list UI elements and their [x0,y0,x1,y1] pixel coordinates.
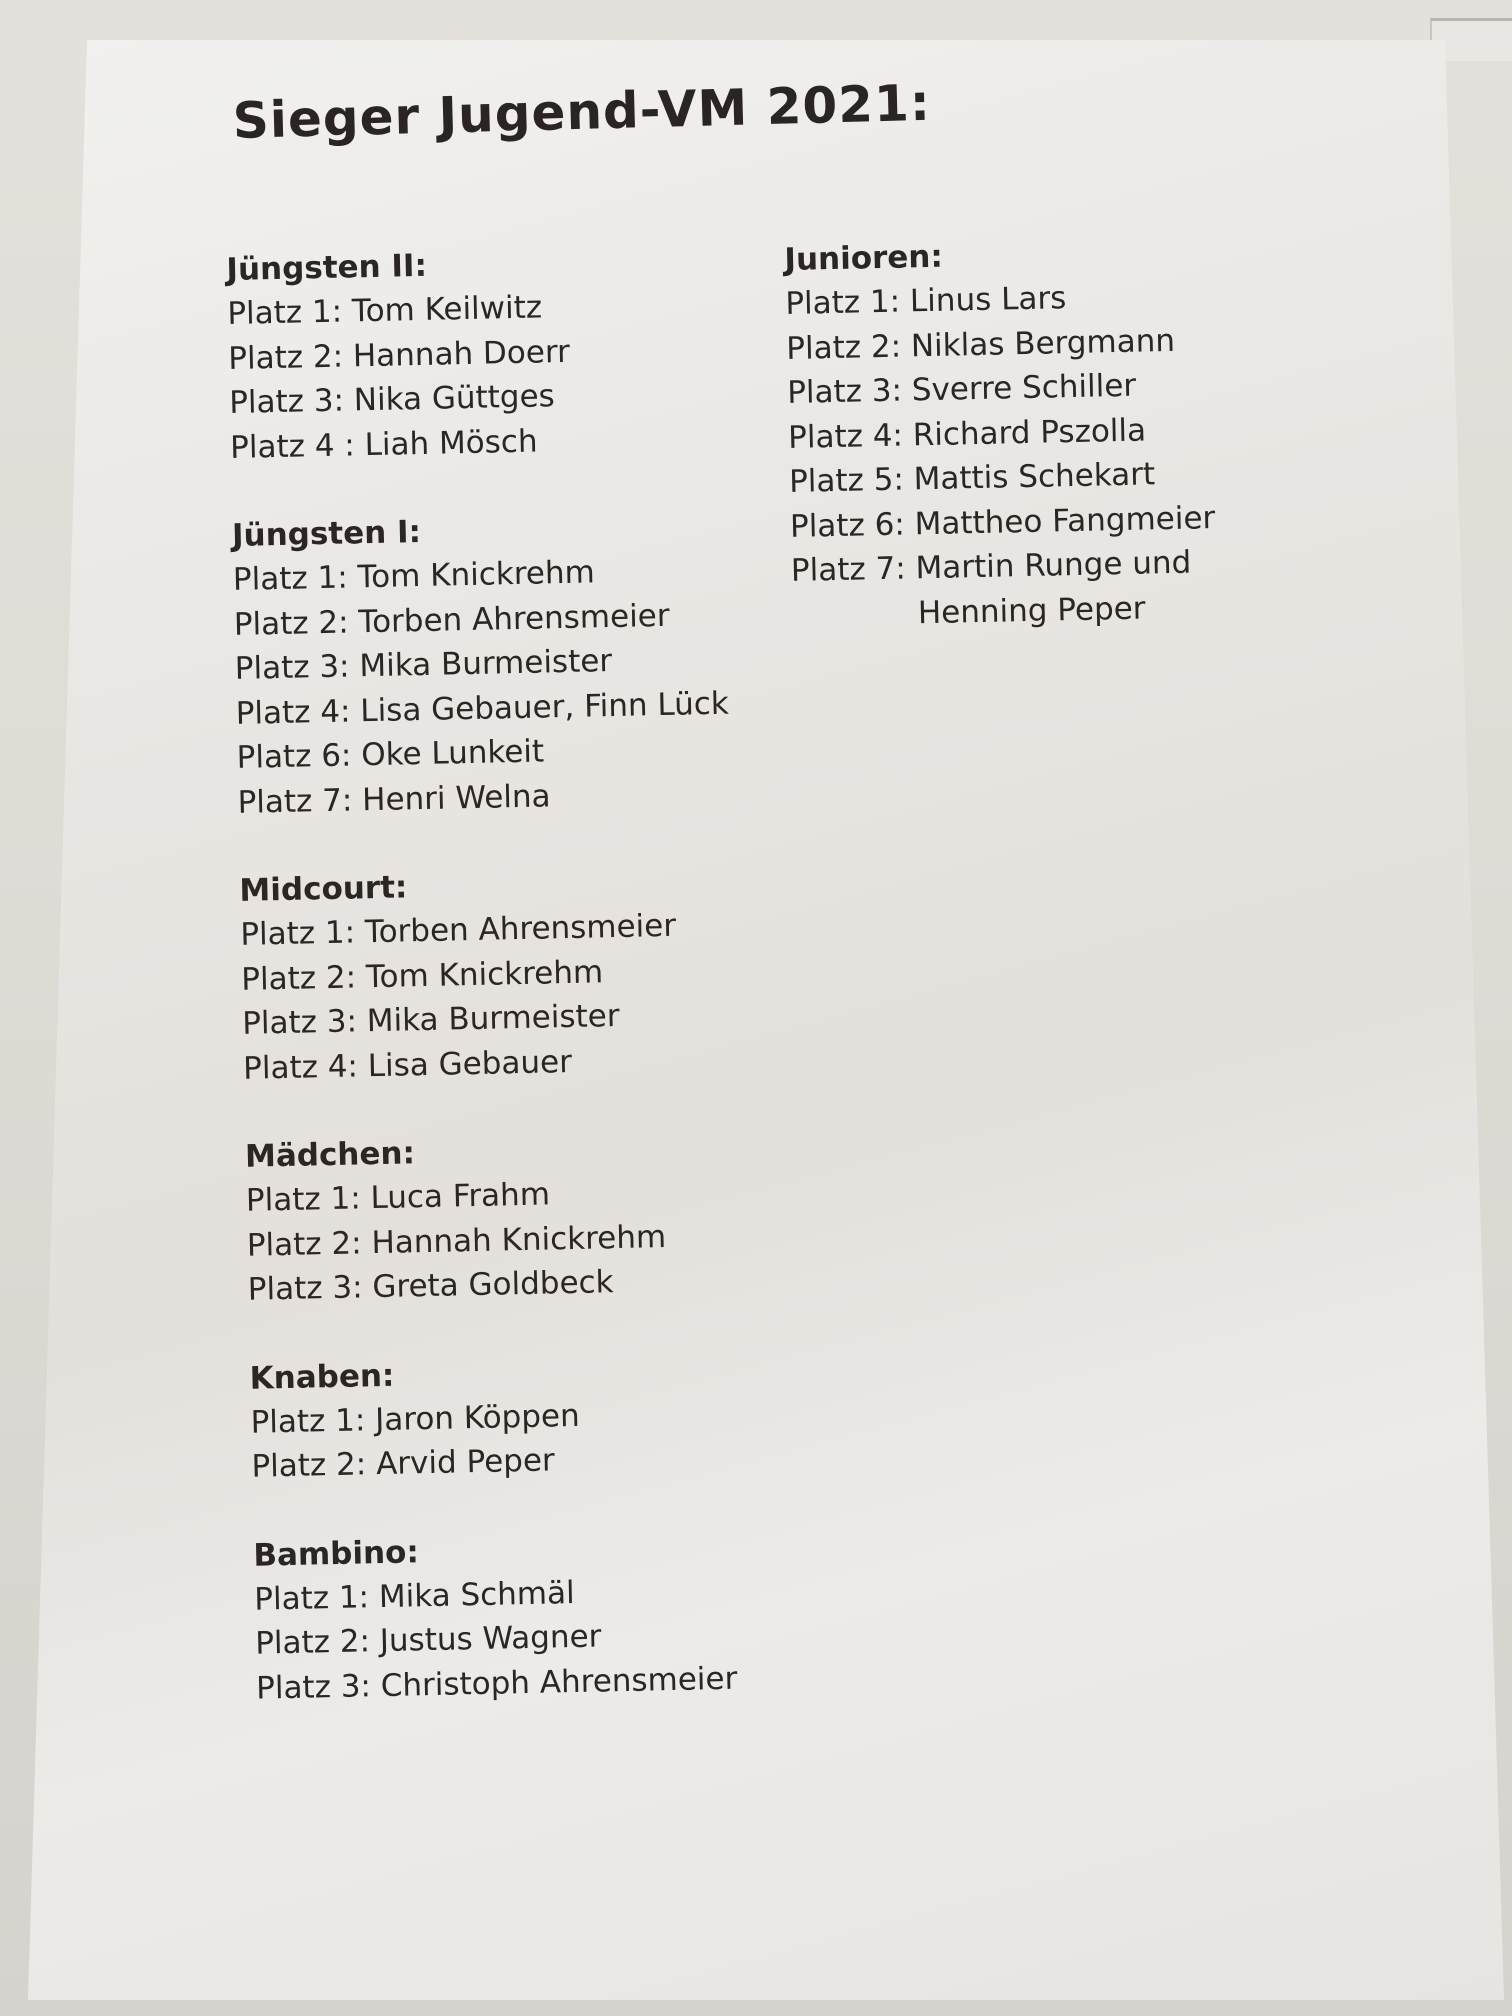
section-maedchen [245,1123,809,1312]
placement-entry: Platz 7: Martin Runge und [790,544,1192,589]
placement-entry: Platz 2: Tom Knickrehm [240,953,604,998]
section-heading: Jüngsten I: [231,513,422,554]
placement-entry: Platz 2: Niklas Bergmann [785,322,1176,367]
page-title: Sieger Jugend-VM 2021: [232,73,932,150]
placement-entry: Platz 1: Mika Schmäl [253,1574,576,1618]
results-right-column [784,226,1353,682]
placement-entry: Platz 2: Torben Ahrensmeier [233,597,670,643]
placement-entry: Platz 2: Justus Wagner [254,1618,602,1662]
section-heading: Knaben: [249,1357,395,1397]
placement-entry: Platz 1: Linus Lars [785,280,1067,322]
section-bambino [253,1521,817,1710]
placement-entry: Platz 3: Nika Güttges [228,378,556,421]
section-heading: Mädchen: [244,1135,416,1175]
section-heading: Midcourt: [239,869,408,909]
placement-entry: Platz 3: Greta Goldbeck [247,1264,614,1308]
placement-entry: Platz 4: Richard Pszolla [787,411,1147,456]
placement-entry: Platz 2: Hannah Knickrehm [246,1218,667,1264]
section-juengsten-ii [226,236,791,470]
placement-entry: Platz 1: Tom Keilwitz [227,289,543,332]
placement-entry: Platz 3: Mika Burmeister [234,643,613,687]
placement-entry: Platz 3: Mika Burmeister [241,997,620,1042]
placement-entry: Platz 4: Lisa Gebauer [242,1043,573,1087]
placement-entry: Platz 2: Arvid Peper [251,1442,556,1485]
section-heading: Bambino: [253,1533,420,1574]
placement-entry: Platz 4: Lisa Gebauer, Finn Lück [235,685,730,732]
placement-entry: Platz 4 : Liah Mösch [229,423,538,466]
placement-entry: Platz 5: Mattis Schekart [788,456,1156,500]
section-junioren [784,226,1352,638]
placement-entry: Platz 6: Mattheo Fangmeier [789,499,1216,545]
results-left-column [226,236,817,1754]
placement-entry: Platz 1: Luca Frahm [245,1176,551,1219]
placement-entry: Platz 3: Sverre Schiller [786,367,1137,411]
placement-entry: Platz 1: Torben Ahrensmeier [240,907,677,953]
placement-entry-continuation: Henning Peper [917,590,1146,631]
placement-entry: Platz 3: Christoph Ahrensmeier [255,1660,738,1707]
section-heading: Junioren: [784,238,944,278]
section-juengsten-i [232,502,798,825]
placement-entry: Platz 2: Hannah Doerr [227,333,571,377]
section-knaben [249,1345,812,1490]
placement-entry: Platz 6: Oke Lunkeit [236,733,545,776]
placement-entry: Platz 7: Henri Welna [237,777,551,821]
section-midcourt [239,857,804,1091]
section-heading: Jüngsten II: [226,247,428,288]
placement-entry: Platz 1: Jaron Köppen [250,1397,581,1441]
placement-entry: Platz 1: Tom Knickrehm [232,554,596,598]
